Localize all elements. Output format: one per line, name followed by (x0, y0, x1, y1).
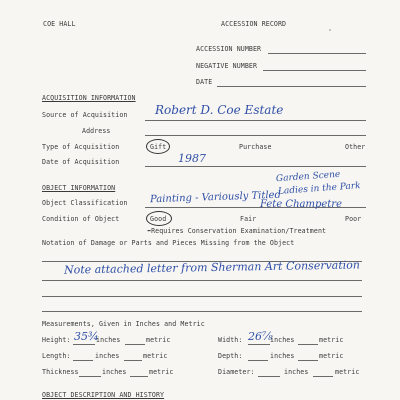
object-heading: OBJECT INFORMATION (42, 184, 116, 192)
damage-value: Note attached letter from Sherman Art Conservation (63, 258, 361, 277)
height-value: 35¾ (74, 330, 99, 343)
source-field[interactable] (145, 120, 366, 121)
classification-label: Object Classification (42, 199, 128, 207)
damage-label: Notation of Damage or Parts and Pieces Missing from the Object (42, 239, 295, 247)
length-inches-field[interactable] (73, 360, 93, 361)
type-option-gift[interactable]: Gift (150, 143, 167, 151)
thickness-metric-field[interactable] (130, 376, 148, 377)
title-line-2: Ladies in the Park (277, 181, 361, 197)
width-label: Width: (218, 336, 243, 344)
thickness-inches-field[interactable] (79, 376, 101, 377)
metric-label: metric (319, 336, 344, 344)
diameter-label: Diameter: (218, 368, 255, 376)
negative-number-field[interactable] (263, 70, 366, 71)
condition-option-poor[interactable]: Poor (345, 215, 362, 223)
damage-line[interactable] (42, 311, 362, 312)
metric-label: metric (146, 336, 171, 344)
thickness-label: Thickness (42, 368, 79, 376)
description-heading: OBJECT DESCRIPTION AND HISTORY (42, 391, 165, 399)
depth-label: Depth: (218, 352, 243, 360)
length-metric-field[interactable] (124, 360, 142, 361)
metric-label: metric (335, 368, 360, 376)
negative-number-label: NEGATIVE NUMBER (196, 62, 258, 70)
inches-label: inches (270, 336, 295, 344)
title-line-1: Garden Scene (275, 169, 341, 185)
metric-label: metric (143, 352, 168, 360)
address-field[interactable] (145, 135, 366, 136)
width-metric-field[interactable] (298, 344, 318, 345)
accession-number-label: ACCESSION NUMBER (196, 45, 262, 53)
depth-metric-field[interactable] (298, 360, 318, 361)
form-title: ACCESSION RECORD (221, 20, 287, 28)
address-label: Address (82, 127, 111, 135)
accession-number-field[interactable] (268, 53, 366, 54)
conservation-note: ⬅Requires Conservation Examination/Treatment (147, 227, 327, 235)
condition-label: Condition of Object (42, 215, 120, 223)
width-inches-field[interactable] (248, 344, 270, 345)
inches-label: inches (95, 352, 120, 360)
inches-label: inches (96, 336, 121, 344)
type-label: Type of Acquisition (42, 143, 120, 151)
speck (329, 29, 331, 31)
date-label: DATE (196, 78, 213, 86)
classification-value: Painting - Variously Titled (149, 189, 282, 206)
institution-name: COE HALL (43, 20, 76, 28)
metric-label: metric (319, 352, 344, 360)
acquisition-date-value: 1987 (178, 152, 206, 165)
metric-label: metric (149, 368, 174, 376)
diameter-metric-field[interactable] (313, 376, 333, 377)
title-line-3: Fete Champetre (260, 199, 342, 210)
depth-inches-field[interactable] (248, 360, 268, 361)
damage-line[interactable] (42, 280, 362, 281)
damage-line[interactable] (42, 296, 362, 297)
diameter-inches-field[interactable] (258, 376, 280, 377)
height-inches-field[interactable] (73, 344, 95, 345)
height-metric-field[interactable] (125, 344, 145, 345)
measurements-heading: Measurements, Given in Inches and Metric (42, 320, 205, 328)
width-value: 26⅞ (248, 330, 273, 343)
inches-label: inches (270, 352, 295, 360)
acquisition-date-label: Date of Acquisition (42, 158, 120, 166)
source-value: Robert D. Coe Estate (155, 103, 284, 117)
condition-option-good[interactable]: Good (150, 215, 167, 223)
source-label: Source of Acquisition (42, 111, 128, 119)
acquisition-heading: ACQUISITION INFORMATION (42, 94, 136, 102)
acquisition-date-field[interactable] (145, 166, 366, 167)
height-label: Height: (42, 336, 71, 344)
type-option-other[interactable]: Other (345, 143, 366, 151)
inches-label: inches (284, 368, 309, 376)
length-label: Length: (42, 352, 71, 360)
date-field[interactable] (217, 86, 366, 87)
type-option-purchase[interactable]: Purchase (239, 143, 272, 151)
condition-option-fair[interactable]: Fair (240, 215, 257, 223)
inches-label: inches (102, 368, 127, 376)
